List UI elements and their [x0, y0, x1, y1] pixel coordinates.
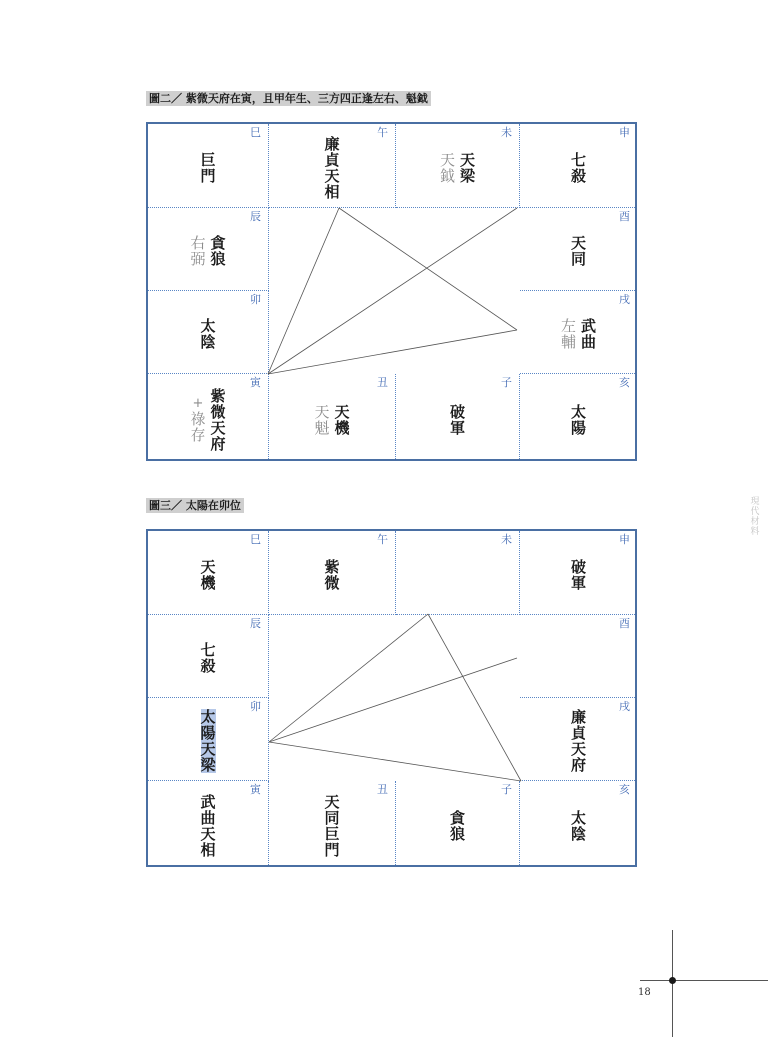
major-star: 廉貞天相 [324, 134, 340, 201]
major-star: 天同巨門 [324, 793, 340, 859]
major-star: 天梁 [460, 150, 476, 185]
palace-未 [396, 531, 520, 615]
palace-子 [396, 781, 520, 867]
minor-star [315, 404, 330, 436]
branch-label: 戌 [619, 293, 630, 306]
branch-label: 酉 [619, 210, 630, 223]
branch-label: 寅 [250, 783, 261, 796]
chart2-caption: 圖三／ 太陽在卯位 [146, 498, 244, 513]
star-list [520, 627, 637, 689]
minor-star [440, 152, 455, 184]
star-list [148, 136, 268, 199]
star-list [148, 710, 268, 772]
branch-label: 午 [377, 126, 388, 139]
star-list [148, 543, 268, 606]
star-list [396, 793, 519, 859]
branch-label: 亥 [619, 376, 630, 389]
major-star: 武曲天相 [200, 793, 216, 859]
branch-label: 卯 [250, 700, 261, 713]
palace-亥 [520, 374, 637, 461]
page-number: 18 [638, 987, 651, 998]
major-star: 紫微天府 [210, 386, 226, 453]
major-star: 太陽天梁 [200, 708, 216, 774]
palace-子 [396, 374, 520, 461]
palace-申 [520, 531, 637, 615]
major-star: 破軍 [450, 402, 466, 437]
star-list [520, 136, 637, 199]
star-list [520, 710, 637, 772]
minor-star-text: 天魁 [314, 402, 330, 437]
side-label: 現代材料 [750, 497, 760, 537]
chart2-grid [146, 529, 637, 867]
star-list [148, 220, 268, 282]
major-star: 天機 [200, 557, 216, 592]
major-star: 七殺 [200, 641, 216, 675]
palace-巳 [148, 531, 269, 615]
minor-star-text: 天鉞 [440, 150, 456, 185]
star-list [269, 793, 395, 859]
minor-star-text: 左輔 [561, 317, 577, 351]
branch-label: 午 [377, 533, 388, 546]
star-list [396, 136, 519, 199]
minor-star [561, 318, 576, 350]
branch-label: 丑 [377, 376, 388, 389]
branch-label: 巳 [250, 126, 261, 139]
branch-label: 酉 [619, 617, 630, 630]
star-list [520, 303, 637, 365]
palace-辰 [148, 208, 269, 291]
major-star: 巨門 [200, 150, 216, 185]
major-star: 貪狼 [210, 234, 226, 268]
palace-午 [269, 531, 396, 615]
branch-label: 申 [619, 533, 630, 546]
minor-star [191, 397, 206, 443]
sanfang-line [269, 658, 517, 742]
star-list [396, 386, 519, 453]
star-list [269, 136, 395, 199]
branch-label: 寅 [250, 376, 261, 389]
palace-卯 [148, 698, 269, 781]
palace-丑 [269, 781, 396, 867]
sanfang-line [339, 208, 517, 330]
palace-酉 [520, 208, 637, 291]
branch-label: 卯 [250, 293, 261, 306]
star-list [148, 793, 268, 859]
major-star: 天機 [334, 402, 350, 437]
palace-戌 [520, 698, 637, 781]
palace-戌 [520, 291, 637, 374]
palace-寅 [148, 781, 269, 867]
branch-label: 丑 [377, 783, 388, 796]
sanfang-line [269, 742, 521, 781]
palace-辰 [148, 615, 269, 698]
branch-label: 申 [619, 126, 630, 139]
star-list [520, 543, 637, 606]
branch-label: 子 [501, 783, 512, 796]
major-star: 太陰 [200, 317, 216, 351]
palace-巳 [148, 124, 269, 208]
minor-star-text: 右弼 [190, 234, 206, 268]
palace-丑 [269, 374, 396, 461]
minor-star [191, 235, 206, 267]
palace-寅 [148, 374, 269, 461]
major-star: 太陰 [571, 809, 587, 843]
major-star: 武曲 [581, 317, 597, 351]
star-list [396, 543, 519, 606]
major-star: 貪狼 [450, 809, 466, 843]
major-star: 廉貞天府 [571, 708, 587, 774]
star-list [148, 386, 268, 453]
major-star: 太陽 [571, 402, 587, 437]
star-list [520, 386, 637, 453]
crop-mark-horizontal [640, 980, 768, 981]
major-star: 七殺 [571, 150, 587, 185]
sanfang-line [428, 614, 521, 781]
palace-亥 [520, 781, 637, 867]
branch-label: 辰 [250, 210, 261, 223]
sanfang-line [268, 330, 517, 374]
branch-label: 戌 [619, 700, 630, 713]
crop-mark-dot [669, 977, 676, 984]
branch-label: 辰 [250, 617, 261, 630]
palace-酉 [520, 615, 637, 698]
branch-label: 子 [501, 376, 512, 389]
chart1-caption: 圖二／ 紫微天府在寅，且甲年生、三方四正逢左右、魁鉞 [146, 91, 431, 106]
star-list [148, 627, 268, 689]
major-star: 紫微 [324, 557, 340, 592]
star-list [520, 220, 637, 282]
palace-申 [520, 124, 637, 208]
sanfang-line [269, 614, 428, 742]
branch-label: 亥 [619, 783, 630, 796]
branch-label: 巳 [250, 533, 261, 546]
major-star: 天同 [571, 234, 587, 268]
chart1-grid [146, 122, 637, 461]
palace-未 [396, 124, 520, 208]
palace-午 [269, 124, 396, 208]
sanfang-line [268, 208, 517, 374]
star-list [520, 793, 637, 859]
palace-卯 [148, 291, 269, 374]
sanfang-line [268, 208, 339, 374]
star-list [269, 386, 395, 453]
star-list [269, 543, 395, 606]
branch-label: 未 [501, 126, 512, 139]
minor-star-text: 祿存 [190, 409, 206, 444]
plus-mark: + [192, 395, 204, 411]
major-star: 破軍 [571, 557, 587, 592]
star-list [148, 303, 268, 365]
branch-label: 未 [501, 533, 512, 546]
